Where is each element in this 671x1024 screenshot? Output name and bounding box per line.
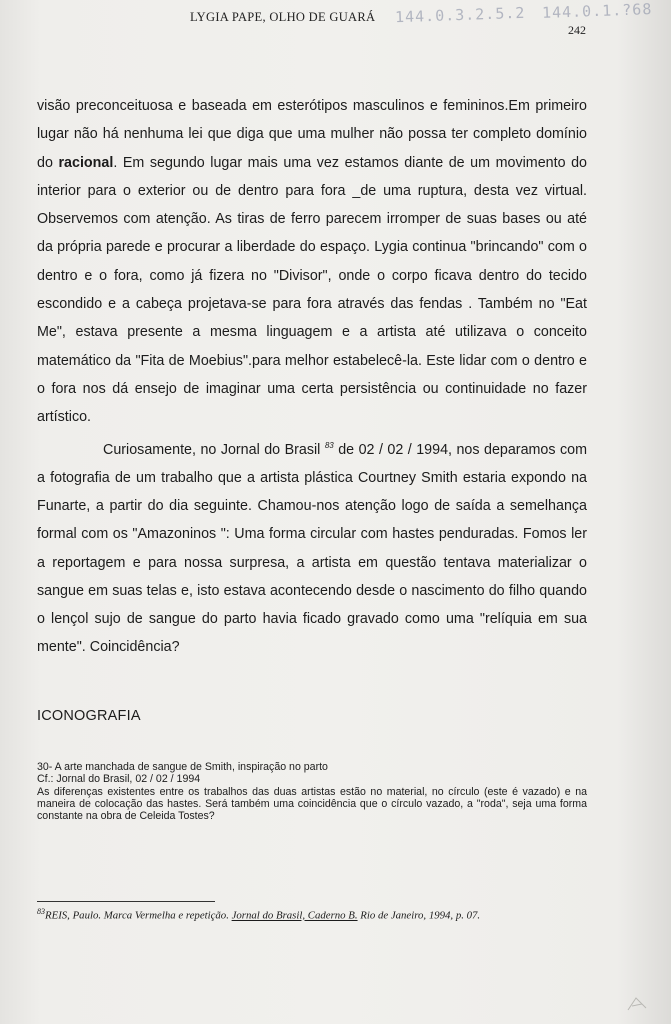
footnote-reference: 83: [324, 440, 334, 450]
footnote-author: REIS, Paulo. Marca Vermelha e repetição.: [45, 909, 232, 922]
archive-stamp: 144.0.3.2.5.2: [394, 3, 526, 27]
page-number: 242: [568, 23, 586, 37]
running-header: LYGIA PAPE, OLHO DE GUARÁ: [190, 10, 376, 24]
footnote-divider: [37, 901, 215, 902]
paragraph-2-text-a: Curiosamente, no Jornal do Brasil: [103, 441, 321, 458]
footnote-number: 83: [37, 907, 45, 916]
footnote-details: Rio de Janeiro, 1994, p. 07.: [357, 909, 481, 922]
footnote: [37, 907, 480, 922]
body-text: [37, 92, 587, 662]
paragraph-2-text-b: de 02 / 02 / 1994, nos deparamos com a fotografia de um trabalho que a artista plástica Courtney Smith estaria expondo na Funarte, a partir do dia seguinte. Chamou-nos atenção logo de saída a semelhança formal com os "Amazoninos ": Uma forma circular com hastes penduradas. Fomos ler a reportagem e para nossa surpresa, a artista em questão tentava materializar o sangue em suas telas e, isto estava acontecendo desde o nascimento do filho quando o lençol sujo de sangue do parto havia ficado gravado como uma "relíquia em sua mente". Coincidência?: [37, 441, 588, 656]
footnote-source: Jornal do Brasil, Caderno B.: [231, 909, 358, 922]
paragraph-1: [37, 92, 587, 432]
section-heading: ICONOGRAFIA: [37, 708, 141, 724]
paragraph-2: [37, 432, 587, 662]
bold-term: racional: [58, 154, 114, 171]
caption-title: 30- A arte manchada de sangue de Smith, inspiração no parto: [37, 761, 328, 773]
figure-caption: [37, 761, 587, 822]
paragraph-1-text-b: . Em segundo lugar mais uma vez estamos diante de um movimento do interior para o exterior ou de dentro para fora _de uma ruptura, desta vez virtual. Observemos com atenção. As tiras de ferro parecem irromper de suas bases ou até da própria parede e procurar a liberdade do espaço. Lygia continua "brincando" com o dentro e o fora, como já fizera no "Divisor", onde o corpo ficava dentro do tecido escondido e a cabeça projetava-se para fora através das fendas . Também no "Eat Me", estava presente a mesma linguagem e a artista até utilizava o conceito matemático da "Fita de Moebius".para melhor estabelecê-la. Este lidar com o dentro e o fora nos dá ensejo de imaginar uma certa persistência ou continuidade no fazer artístico.: [37, 154, 587, 426]
corner-scribble-icon: [626, 994, 648, 1012]
caption-source: Cf.: Jornal do Brasil, 02 / 02 / 1994: [37, 773, 201, 786]
caption-description: As diferenças existentes entre os trabalhos das duas artistas estão no material, no círculo (este é vazado) e na maneira de colocação das hastes. Será também uma coincidência que o círculo vazado, a "roda", seja uma forma constante na obra de Celeida Tostes?: [37, 785, 587, 823]
archive-stamp-secondary: 144.0.1.?68: [541, 0, 653, 22]
paragraph-1-text-a: visão preconceituosa e baseada em esterótipos masculinos e femininos.Em primeiro lugar não há nenhuma lei que diga que uma mulher não possa ter completo domínio do: [37, 98, 587, 171]
